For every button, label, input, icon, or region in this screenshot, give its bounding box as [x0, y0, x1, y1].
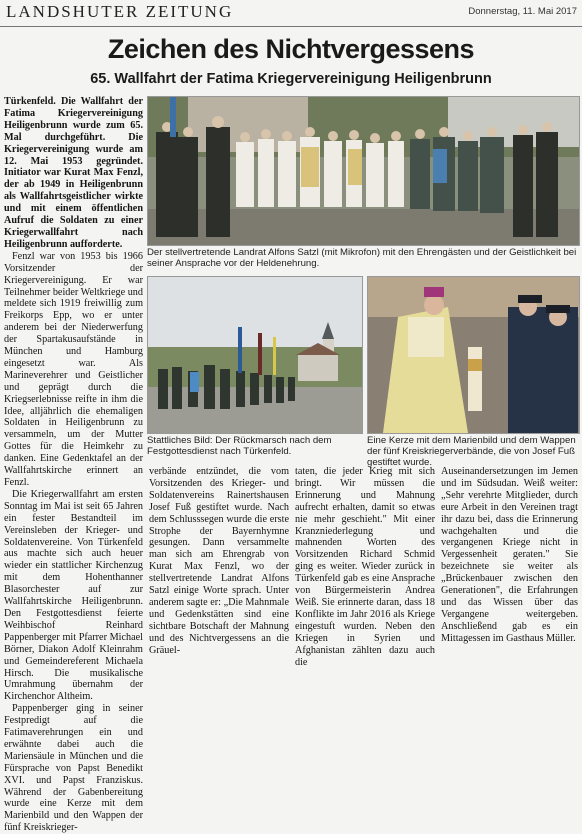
paragraph: taten, die jeder Krieg mit sich bringt. Wir müssen die Erinnerung und Mahnung aufrecht erhalten, damit so etwas nie mehr geschieht." Mit einer Kranzniederlegung und mahnenden Worten des Vorsitzenden Richard Schmid ging es weiter. Wieder zurück in Türkenfeld gab es eine Ansprache von Bürgermeisterin Andrea Weiß. Sie erinnerte daran, dass 18 Konflikte im Jahr 2016 als Kriege eingestuft wurden. Neben den Kriegen in Syrien und Afghanistan zählten dazu auch die	[295, 466, 435, 668]
article-column-2	[149, 466, 289, 656]
procession-photo-image	[148, 277, 362, 433]
article-column-3	[295, 466, 435, 668]
ceremony-photo-image	[148, 97, 579, 245]
paragraph: Fenzl war von 1953 bis 1966 Vorsitzender der Kriegervereinigung. Er war Teilnehmer beider Weltkriege und meldete sich 1919 freiwillig zum Freikorps Epp, wo er unter anderem bei der Niederwerfung der Spartakusaufstände in München und Hamburg eingesetzt war. Als Marineverehrer und Geistlicher und geprägt durch die Kriegserlebnisse reifte in ihm die Idee, alljährlich die ehemaligen Soldaten in Heiligenbrunn zu versammeln, um der Mutter Gottes für die Heimkehr zu danken. Eine Gedenktafel an der Wallfahrtskirche erinnert an Fenzl.	[4, 250, 143, 488]
photo-candle	[367, 276, 580, 434]
paragraph: Pappenberger ging in seiner Festpredigt auf die Fatimaverehrungen ein und erwähnte dabei auch die Mariensäule in München und die Fürsprache von Papst Benedikt XVI. und Papst Franziskus. Während der Gabenbereitung wurde eine Kerze mit dem Marienbild und den Wappen der fünf Kreiskrieger-	[4, 703, 143, 834]
subheadline: 65. Wallfahrt der Fatima Kriegervereinigung Heiligenbrunn	[90, 71, 492, 87]
newspaper-name: LANDSHUTER ZEITUNG	[6, 2, 234, 21]
paragraph: Auseinandersetzungen im Jemen und im Südsudan. Weiß weiter: „Sehr verehrte Mitglieder, durch eure Arbeit in den Vereinen tragt ihr dazu bei, dass die Erinnerung wachgehalten und die vergangenen Kriege nicht in Vergessenheit geraten." Sie bezeichnete sie weiter als „Brückenbauer zwischen den Generationen", die Erfahrungen und das Wissen über das Vergangene weitergeben. Anschließend gab es ein Mittagessen im Gasthaus Müller.	[441, 466, 578, 644]
headline: Zeichen des Nichtvergessens	[107, 34, 475, 64]
paragraph: Die Kriegerwallfahrt am ersten Sonntag im Mai ist seit 65 Jahren ein fester Bestandteil im Vereinsleben der Krieger- und Soldatenvereine. Von Türkenfeld aus machte sich auch heuer wieder ein stattlicher Kirchenzug mit dem Hohenthanner Blasorchester auf zur Wallfahrtskirche Heiligenbrunn. Den Festgottesdienst feierte Weihbischof Reinhard Pappenberger mit Pfarrer Michael Börner, Diakon Adolf Kleinrahm und Gemeindereferent Michaela Hirsch. Die musikalische Umrahmung übernahm der Kirchenchor Altheim.	[4, 488, 143, 703]
masthead	[0, 0, 582, 27]
paragraph: verbände entzündet, die vom Vorsitzenden des Krieger- und Soldatenvereins Rainertshausen Josef Fuß gestiftet wurde. Nach dem Schlusssegen wurde die erste Strophe der Bayernhymne gesungen. Dann versammelte man sich am Ehrengrab von Kurat Max Fenzl, wo der stellvertretende Landrat Alfons Satzl einige Worte sprach. Unter anderem sagte er: „Die Mahnmale und Gedenkstätten sind eine sichtbare Botschaft der Mahnung und des Nichtvergessens an die Gräuel-	[149, 466, 289, 656]
lead-paragraph: Türkenfeld. Die Wallfahrt der Fatima Kriegervereinigung Heiligenbrunn wurde zum 65. Mal durchgeführt. Die Kriegervereinigung wurde am 12. Mai 1953 gegründet. Initiator war Kurat Max Fenzl, der ab 1949 in Heiligenbrunn als Wallfahrtsgeistlicher wirkte und mit einem öffentlichen Aufruf die Soldaten zu einer Kriegerwallfahrt nach Heiligenbrunn aufforderte.	[4, 96, 143, 250]
candle-photo-image	[368, 277, 579, 433]
issue-date: Donnerstag, 11. Mai 2017	[468, 6, 577, 17]
article-column-4	[441, 466, 578, 644]
article-column-1	[4, 96, 143, 834]
photo-ceremony	[147, 96, 580, 246]
caption-ceremony: Der stellvertretende Landrat Alfons Satzl (mit Mikrofon) mit den Ehrengästen und der Geistlichkeit bei seiner Ansprache vor der Heldenehrung.	[147, 247, 577, 270]
caption-procession: Stattliches Bild: Der Rückmarsch nach dem Festgottesdienst nach Türkenfeld.	[147, 435, 332, 458]
caption-candle: Eine Kerze mit dem Marienbild und dem Wappen der fünf Kreiskriegerverbände, die von Josef Fuß gestiftet wurde.	[367, 435, 576, 469]
photo-procession	[147, 276, 363, 434]
